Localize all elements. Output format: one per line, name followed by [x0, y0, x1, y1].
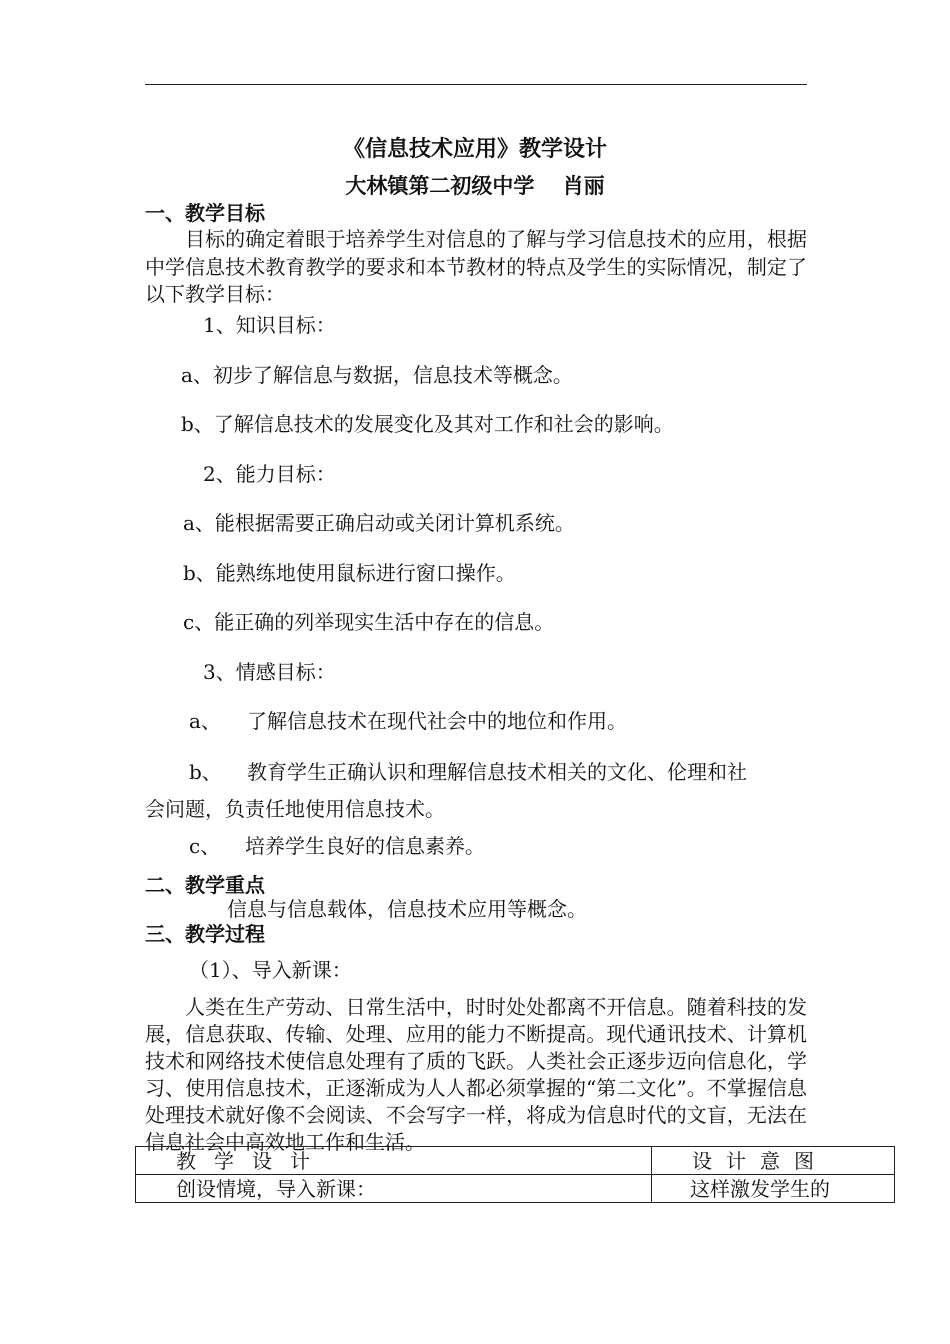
- emotion-goal-a-mark: a、: [189, 709, 221, 733]
- ability-goal-c: c、能正确的列举现实生活中存在的信息。: [183, 610, 555, 634]
- knowledge-goal-a: a、初步了解信息与数据，信息技术等概念。: [181, 363, 573, 387]
- emotion-goal-a: 了解信息技术在现代社会中的地位和作用。: [247, 709, 627, 733]
- emotion-goal-b-line2: 会问题，负责任地使用信息技术。: [145, 797, 445, 821]
- table-header-design: 教学设计: [136, 1147, 652, 1175]
- ability-goal-b: b、能熟练地使用鼠标进行窗口操作。: [183, 561, 516, 585]
- emotion-goal-c: 培养学生良好的信息素养。: [245, 834, 485, 858]
- emotion-goal-b-line1: 教育学生正确认识和理解信息技术相关的文化、伦理和社: [247, 760, 747, 784]
- section1-heading: 一、教学目标: [145, 201, 265, 225]
- emotion-goal-b-mark: b、: [189, 760, 222, 784]
- author-line: 大林镇第二初级中学 肖丽: [345, 174, 605, 198]
- ability-goal-a: a、能根据需要正确启动或关闭计算机系统。: [183, 511, 575, 535]
- lesson-plan-table: [135, 1146, 895, 1203]
- ability-goal-title: 2、能力目标：: [203, 462, 336, 486]
- table-cell-intent: 这样激发学生的: [652, 1175, 895, 1203]
- table-row: [136, 1175, 895, 1203]
- section3-step1: （1）、导入新课：: [189, 958, 352, 982]
- section3-body: 人类在生产劳动、日常生活中，时时处处都离不开信息。随着科技的发展，信息获取、传输、处理、应用的能力不断提高。现代通讯技术、计算机技术和网络技术使信息处理有了质的飞跃。人类社会正逐步迈向信息化，学习、使用信息技术，正逐渐成为人人都必须掌握的“第二文化”。不掌握信息处理技术就好像不会阅读、不会写字一样，将成为信息时代的文盲，无法在信息社会中高效地工作和生活。: [145, 995, 807, 1154]
- header-rule: [145, 84, 807, 85]
- emotion-goal-title: 3、情感目标：: [203, 660, 336, 684]
- document-title: 《信息技术应用》教学设计: [342, 137, 607, 162]
- table-cell-design: 创设情境，导入新课：: [136, 1175, 652, 1203]
- section1-intro: 目标的确定着眼于培养学生对信息的了解与学习信息技术的应用，根据中学信息技术教育教学的要求和本节教材的特点及学生的实际情况，制定了以下教学目标：: [145, 227, 807, 307]
- table-header-row: [136, 1147, 895, 1175]
- table-header-intent: 设计意图: [652, 1147, 895, 1175]
- section2-heading: 二、教学重点: [145, 873, 265, 897]
- section2-body: 信息与信息载体，信息技术应用等概念。: [227, 897, 587, 921]
- knowledge-goal-title: 1、知识目标：: [203, 313, 336, 337]
- knowledge-goal-b: b、了解信息技术的发展变化及其对工作和社会的影响。: [181, 412, 674, 436]
- emotion-goal-c-mark: c、: [189, 834, 221, 858]
- section3-heading: 三、教学过程: [145, 922, 265, 946]
